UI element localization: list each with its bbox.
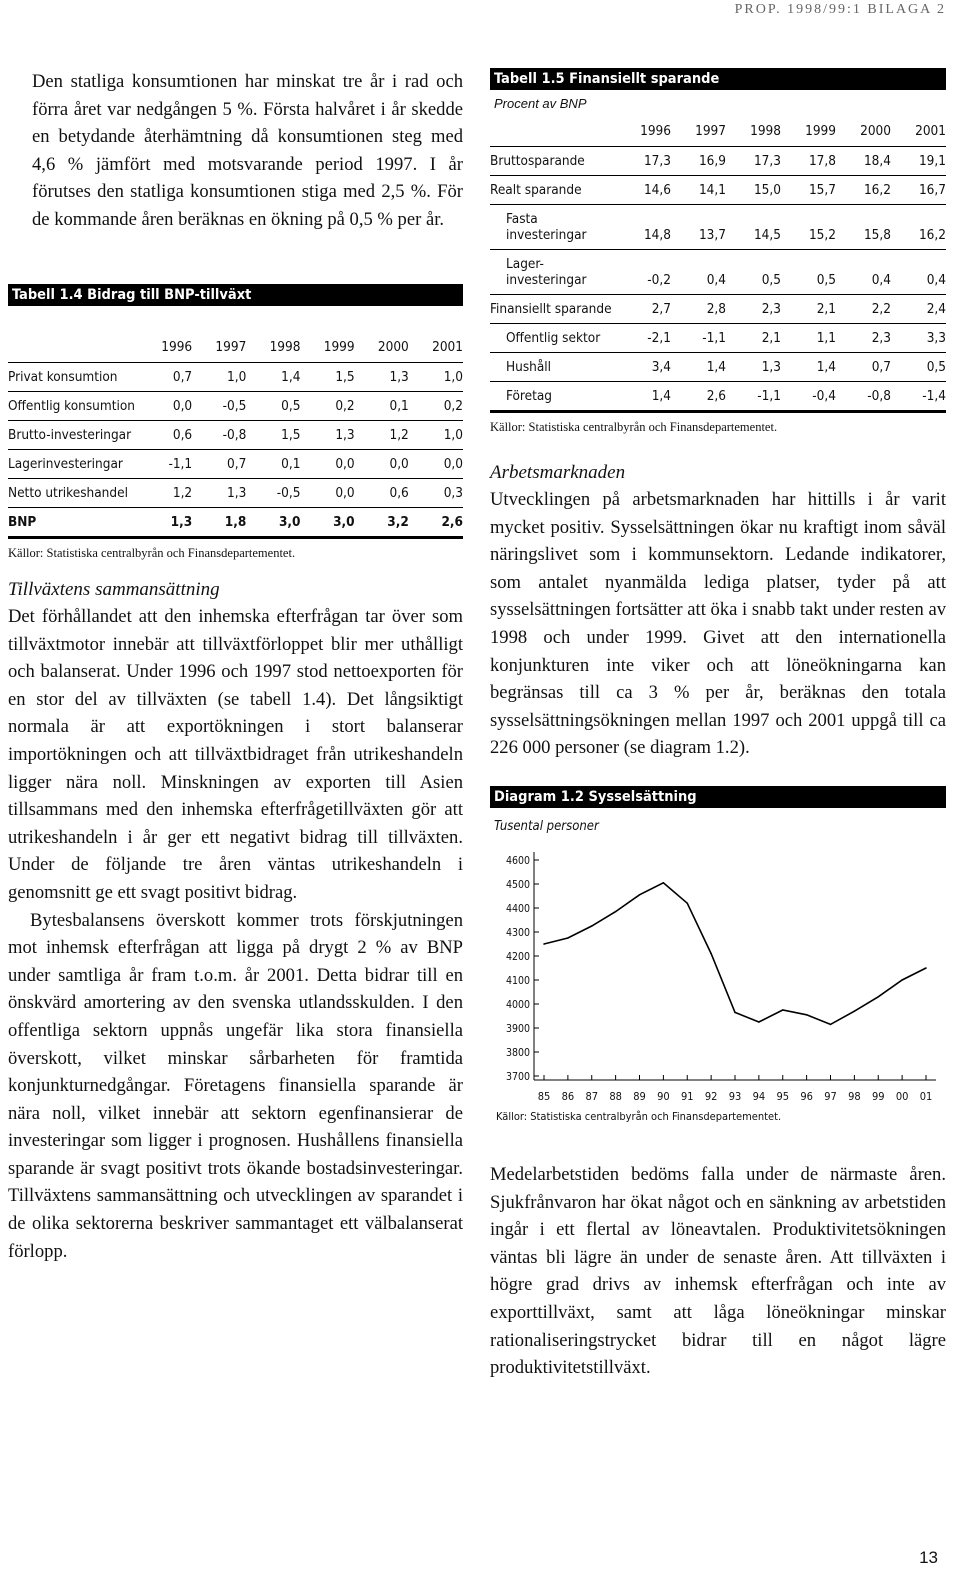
y-tick-label: 4300: [506, 926, 531, 939]
value-cell: 19,1: [891, 147, 946, 176]
table-1-5-header-row: [490, 123, 946, 147]
running-header: PROP. 1998/99:1 BILAGA 2: [734, 2, 946, 17]
row-label: Företag: [490, 382, 616, 411]
x-tick-label: 01: [919, 1089, 933, 1103]
value-cell: 1,5: [246, 421, 300, 450]
year-cell: 2000: [860, 123, 891, 139]
table-row: [490, 176, 946, 205]
value-cell: 0,4: [836, 250, 891, 295]
value-cell: -1,1: [138, 450, 192, 479]
x-tick-label: 92: [704, 1089, 718, 1103]
value-cell: 1,1: [781, 324, 836, 353]
table-1-5: [490, 68, 946, 435]
y-axis-label: Tusental personer: [494, 818, 599, 834]
value-cell: 1,3: [355, 363, 409, 392]
data-point: [543, 943, 545, 945]
table-1-4-end-rule: [8, 536, 463, 539]
data-point: [854, 1010, 856, 1012]
value-cell: 0,7: [836, 353, 891, 382]
value-cell: 0,2: [300, 392, 354, 421]
table-row: [8, 508, 463, 537]
right-column: [490, 68, 946, 1382]
x-tick-label: 87: [585, 1089, 599, 1103]
value-cell: -0,8: [192, 421, 246, 450]
row-label: Hushåll: [490, 353, 616, 382]
data-point: [686, 902, 688, 904]
value-cell: -0,8: [836, 382, 891, 411]
value-cell: 0,3: [409, 479, 463, 508]
table-1-4: [8, 284, 463, 561]
x-tick-label: 90: [657, 1089, 670, 1103]
value-cell: 16,2: [836, 176, 891, 205]
table-1-4-title: Tabell 1.4 Bidrag till BNP-tillväxt: [8, 284, 463, 306]
value-cell: -0,2: [616, 250, 671, 295]
value-cell: -2,1: [616, 324, 671, 353]
year-cell: 2001: [432, 339, 463, 355]
table-1-5-end-rule: [490, 410, 946, 413]
y-tick-label: 4100: [506, 974, 531, 987]
row-label: Offentlig sektor: [490, 324, 616, 353]
x-tick-label: 86: [561, 1089, 575, 1103]
value-cell: 2,8: [671, 295, 726, 324]
value-cell: -1,1: [671, 324, 726, 353]
year-cell: 1999: [805, 123, 836, 139]
row-label: Lager-investeringar: [490, 250, 616, 295]
table-row: [490, 250, 946, 295]
data-point: [877, 996, 879, 998]
table-row: [490, 295, 946, 324]
value-cell: 0,5: [246, 392, 300, 421]
value-cell: 1,3: [192, 479, 246, 508]
data-point: [806, 1014, 808, 1016]
value-cell: 0,1: [246, 450, 300, 479]
x-tick-label: 96: [800, 1089, 813, 1103]
table-row: [8, 479, 463, 508]
value-cell: 0,7: [192, 450, 246, 479]
table-1-4-header-row: [8, 339, 463, 363]
y-tick-label: 4000: [506, 998, 531, 1011]
value-cell: 15,0: [726, 176, 781, 205]
body-paragraph: Medelarbetstiden bedöms falla under de närmaste åren. Sjukfrånvaron har ökat något och en sänkning av arbetstiden ingår i ett flertal av löneavtalen. Produktivitetsökningen väntas bli lägre än under de senaste åren. Att tillväxten i högre grad drivs av inhemsk efterfrågan och inte av exporttillväxt, samt att låga löneökningar minskar rationaliseringstrycket bidrar till en något lägre produktivitetstillväxt.: [490, 1163, 946, 1379]
data-point: [901, 979, 903, 981]
table-row: [490, 382, 946, 411]
value-cell: 14,1: [671, 176, 726, 205]
row-label: Finansiellt sparande: [490, 295, 616, 324]
y-tick-label: 4600: [506, 854, 531, 867]
data-point: [567, 937, 569, 939]
table-row: [8, 450, 463, 479]
value-cell: 1,3: [300, 421, 354, 450]
y-tick-label: 4200: [506, 950, 531, 963]
year-cell: 1999: [323, 339, 355, 355]
value-cell: 1,2: [355, 421, 409, 450]
data-point: [615, 911, 617, 913]
table-row: [8, 421, 463, 450]
data-point: [710, 953, 712, 955]
y-tick-label: 3700: [506, 1070, 531, 1083]
table-1-5-grid: [490, 123, 946, 410]
table-1-5-subtitle: Procent av BNP: [494, 96, 587, 111]
value-cell: 0,6: [138, 421, 192, 450]
table-1-4-source: Källor: Statistiska centralbyrån och Finansdepartementet.: [8, 546, 296, 560]
row-label: Brutto-investeringar: [8, 421, 138, 450]
row-label: Netto utrikeshandel: [8, 479, 138, 508]
x-tick-label: 85: [537, 1089, 551, 1103]
x-tick-label: 89: [633, 1089, 646, 1103]
value-cell: 2,4: [891, 295, 946, 324]
body-paragraph: Bytesbalansens överskott kommer trots förskjutningen mot inhemsk efterfrågan att ligga på drygt 2 % av BNP under samtliga år fram t.o.m. år 2001. Detta bidrar till en önskvärd amortering av den svenska utlandsskulden. I den offentliga sektorn uppnås ungefär lika stora finansiella överskott, vilket minskar sårbarheten för framtida konjunkturnedgångar. Företagens finansiella sparande är nära noll, vilket innebär att sektorn egenfinansierar de investeringar som ligger i prognosen. Hushållens finansiella sparande är svagt positivt trots ökande bostadsinvesteringar. Tillväxtens sammansättning och utvecklingen av sparandet i de olika sektorerna beskriver sammantaget ett välbalanserat förlopp.: [8, 909, 463, 1262]
value-cell: 14,8: [616, 205, 671, 250]
value-cell: 16,9: [671, 147, 726, 176]
data-point: [758, 1021, 760, 1023]
table-1-5-source: Källor: Statistiska centralbyrån och Finansdepartementet.: [490, 420, 778, 434]
year-cell: 2000: [377, 339, 409, 355]
value-cell: 13,7: [671, 205, 726, 250]
value-cell: 1,3: [726, 353, 781, 382]
x-tick-label: 94: [752, 1089, 766, 1103]
x-tick-label: 93: [728, 1089, 742, 1103]
row-label: BNP: [8, 508, 138, 537]
table-1-5-title: Tabell 1.5 Finansiellt sparande: [490, 68, 946, 90]
body-paragraph: Utvecklingen på arbetsmarknaden har hittills i år varit mycket positiv. Sysselsättningen ökar nu kraftigt inom såväl näringslivet som i kommunsektorn. Ledande indikatorer, som antalet nyanmälda lediga platser, tyder på att sysselsättningen fortsätter att öka i snabb takt under resten av 1998 och under 1999. Givet att den internationella konjunkturen inte viker och att löneökningarna kan begränsas till ca 3 % per år, beräknas den totala sysselsättningsökningen mellan 1997 och 2001 uppgå till ca 226 000 personer (se diagram 1.2).: [490, 489, 946, 759]
value-cell: 1,2: [138, 479, 192, 508]
value-cell: 2,3: [726, 295, 781, 324]
value-cell: 0,0: [300, 450, 354, 479]
section-heading: Arbetsmarknaden: [490, 462, 626, 483]
value-cell: 1,0: [409, 363, 463, 392]
y-tick-label: 4400: [506, 902, 531, 915]
year-cell: 1996: [640, 123, 671, 139]
value-cell: -0,5: [246, 479, 300, 508]
y-tick-label: 3800: [506, 1046, 531, 1059]
table-row: [8, 363, 463, 392]
value-cell: 15,2: [781, 205, 836, 250]
body-paragraph: Det förhållandet att den inhemska efterfrågan tar över som tillväxtmotor innebär att tillväxtförloppet blir mer uthålligt och balanserat. Under 1996 och 1997 stod nettoexporten för en stor del av tillväxten (se tabell 1.4). Det långsiktigt normala är att exportökningen i stort balanserar importökningen och att tillväxtbidraget från utrikeshandeln ligger nära noll. Minskningen av exporten till Asien tillsammans med den inhemska efterfrågetillväxten gör att utrikeshandeln i år ger ett negativt bidrag till tillväxten. Under de följande tre åren väntas utrikeshandeln i genomsnitt ge ett svagt positivt bidrag.: [8, 606, 463, 903]
value-cell: 16,2: [891, 205, 946, 250]
data-point: [925, 967, 927, 969]
value-cell: 0,4: [891, 250, 946, 295]
value-cell: 3,3: [891, 324, 946, 353]
table-row: [490, 147, 946, 176]
page-number: 13: [919, 1548, 938, 1567]
x-tick-label: 99: [871, 1089, 885, 1103]
row-label: Bruttosparande: [490, 147, 616, 176]
value-cell: 3,2: [355, 508, 409, 537]
value-cell: 18,4: [836, 147, 891, 176]
value-cell: 2,1: [781, 295, 836, 324]
value-cell: 15,8: [836, 205, 891, 250]
value-cell: 3,0: [300, 508, 354, 537]
value-cell: 1,8: [192, 508, 246, 537]
data-point: [830, 1024, 832, 1026]
x-tick-label: 91: [680, 1089, 694, 1103]
x-tick-label: 97: [824, 1089, 837, 1103]
value-cell: 0,7: [138, 363, 192, 392]
value-cell: 0,2: [409, 392, 463, 421]
value-cell: 2,3: [836, 324, 891, 353]
value-cell: 0,5: [726, 250, 781, 295]
value-cell: 1,4: [246, 363, 300, 392]
value-cell: 0,0: [355, 450, 409, 479]
value-cell: 0,4: [671, 250, 726, 295]
value-cell: 1,4: [781, 353, 836, 382]
year-cell: 1997: [215, 339, 247, 355]
row-label: Fasta investeringar: [490, 205, 616, 250]
value-cell: 2,7: [616, 295, 671, 324]
value-cell: -1,1: [726, 382, 781, 411]
row-label: Offentlig konsumtion: [8, 392, 138, 421]
value-cell: 1,0: [192, 363, 246, 392]
table-row: [490, 205, 946, 250]
table-row: [490, 353, 946, 382]
value-cell: 14,6: [616, 176, 671, 205]
row-label: Privat konsumtion: [8, 363, 138, 392]
value-cell: 0,1: [355, 392, 409, 421]
year-cell: 1998: [269, 339, 301, 355]
value-cell: 0,0: [300, 479, 354, 508]
value-cell: 0,6: [355, 479, 409, 508]
value-cell: 14,5: [726, 205, 781, 250]
value-cell: 0,0: [409, 450, 463, 479]
value-cell: -0,5: [192, 392, 246, 421]
value-cell: 17,3: [616, 147, 671, 176]
value-cell: 17,8: [781, 147, 836, 176]
value-cell: 1,4: [671, 353, 726, 382]
value-cell: 0,5: [891, 353, 946, 382]
employment-chart: [490, 808, 946, 1108]
chart-title: Diagram 1.2 Sysselsättning: [490, 786, 946, 808]
value-cell: 2,2: [836, 295, 891, 324]
value-cell: 1,3: [138, 508, 192, 537]
value-cell: 2,1: [726, 324, 781, 353]
chart-source: Källor: Statistiska centralbyrån och Finansdepartementet.: [496, 1109, 782, 1123]
value-cell: 17,3: [726, 147, 781, 176]
value-cell: 3,4: [616, 353, 671, 382]
value-cell: 16,7: [891, 176, 946, 205]
table-1-4-grid: [8, 339, 463, 536]
year-cell: 1996: [161, 339, 193, 355]
x-tick-label: 00: [895, 1089, 909, 1103]
y-tick-label: 3900: [506, 1022, 531, 1035]
row-label: Realt sparande: [490, 176, 616, 205]
left-column: [8, 68, 463, 1265]
series-line: [544, 883, 926, 1025]
value-cell: 0,0: [138, 392, 192, 421]
row-label: Lagerinvesteringar: [8, 450, 138, 479]
value-cell: -1,4: [891, 382, 946, 411]
data-point: [639, 894, 641, 896]
value-cell: 3,0: [246, 508, 300, 537]
year-cell: 1998: [750, 123, 781, 139]
data-point: [591, 925, 593, 927]
diagram-1-2: [490, 786, 946, 1123]
value-cell: 2,6: [409, 508, 463, 537]
y-tick-label: 4500: [506, 878, 531, 891]
value-cell: 15,7: [781, 176, 836, 205]
data-point: [734, 1012, 736, 1014]
data-point: [663, 882, 665, 884]
x-tick-label: 88: [609, 1089, 622, 1103]
year-cell: 1997: [695, 123, 726, 139]
value-cell: 1,4: [616, 382, 671, 411]
value-cell: 2,6: [671, 382, 726, 411]
data-point: [782, 1009, 784, 1011]
intro-paragraph: Den statliga konsumtionen har minskat tre år i rad och förra året var nedgången 5 %. Första halvåret i år skedde en betydande återhämtning då konsumtionen steg med 4,6 % jämfört med motsvarande period 1997. I år förutses den statliga konsumtionen stiga med 2,5 %. För de kommande åren beräknas en ökning på 0,5 % per år.: [32, 71, 463, 230]
year-cell: 2001: [915, 123, 946, 139]
table-row: [490, 324, 946, 353]
table-row: [8, 392, 463, 421]
value-cell: 0,5: [781, 250, 836, 295]
x-tick-label: 98: [848, 1089, 861, 1103]
value-cell: 1,0: [409, 421, 463, 450]
value-cell: 1,5: [300, 363, 354, 392]
section-heading: Tillväxtens sammansättning: [8, 579, 220, 600]
value-cell: -0,4: [781, 382, 836, 411]
x-tick-label: 95: [776, 1089, 790, 1103]
